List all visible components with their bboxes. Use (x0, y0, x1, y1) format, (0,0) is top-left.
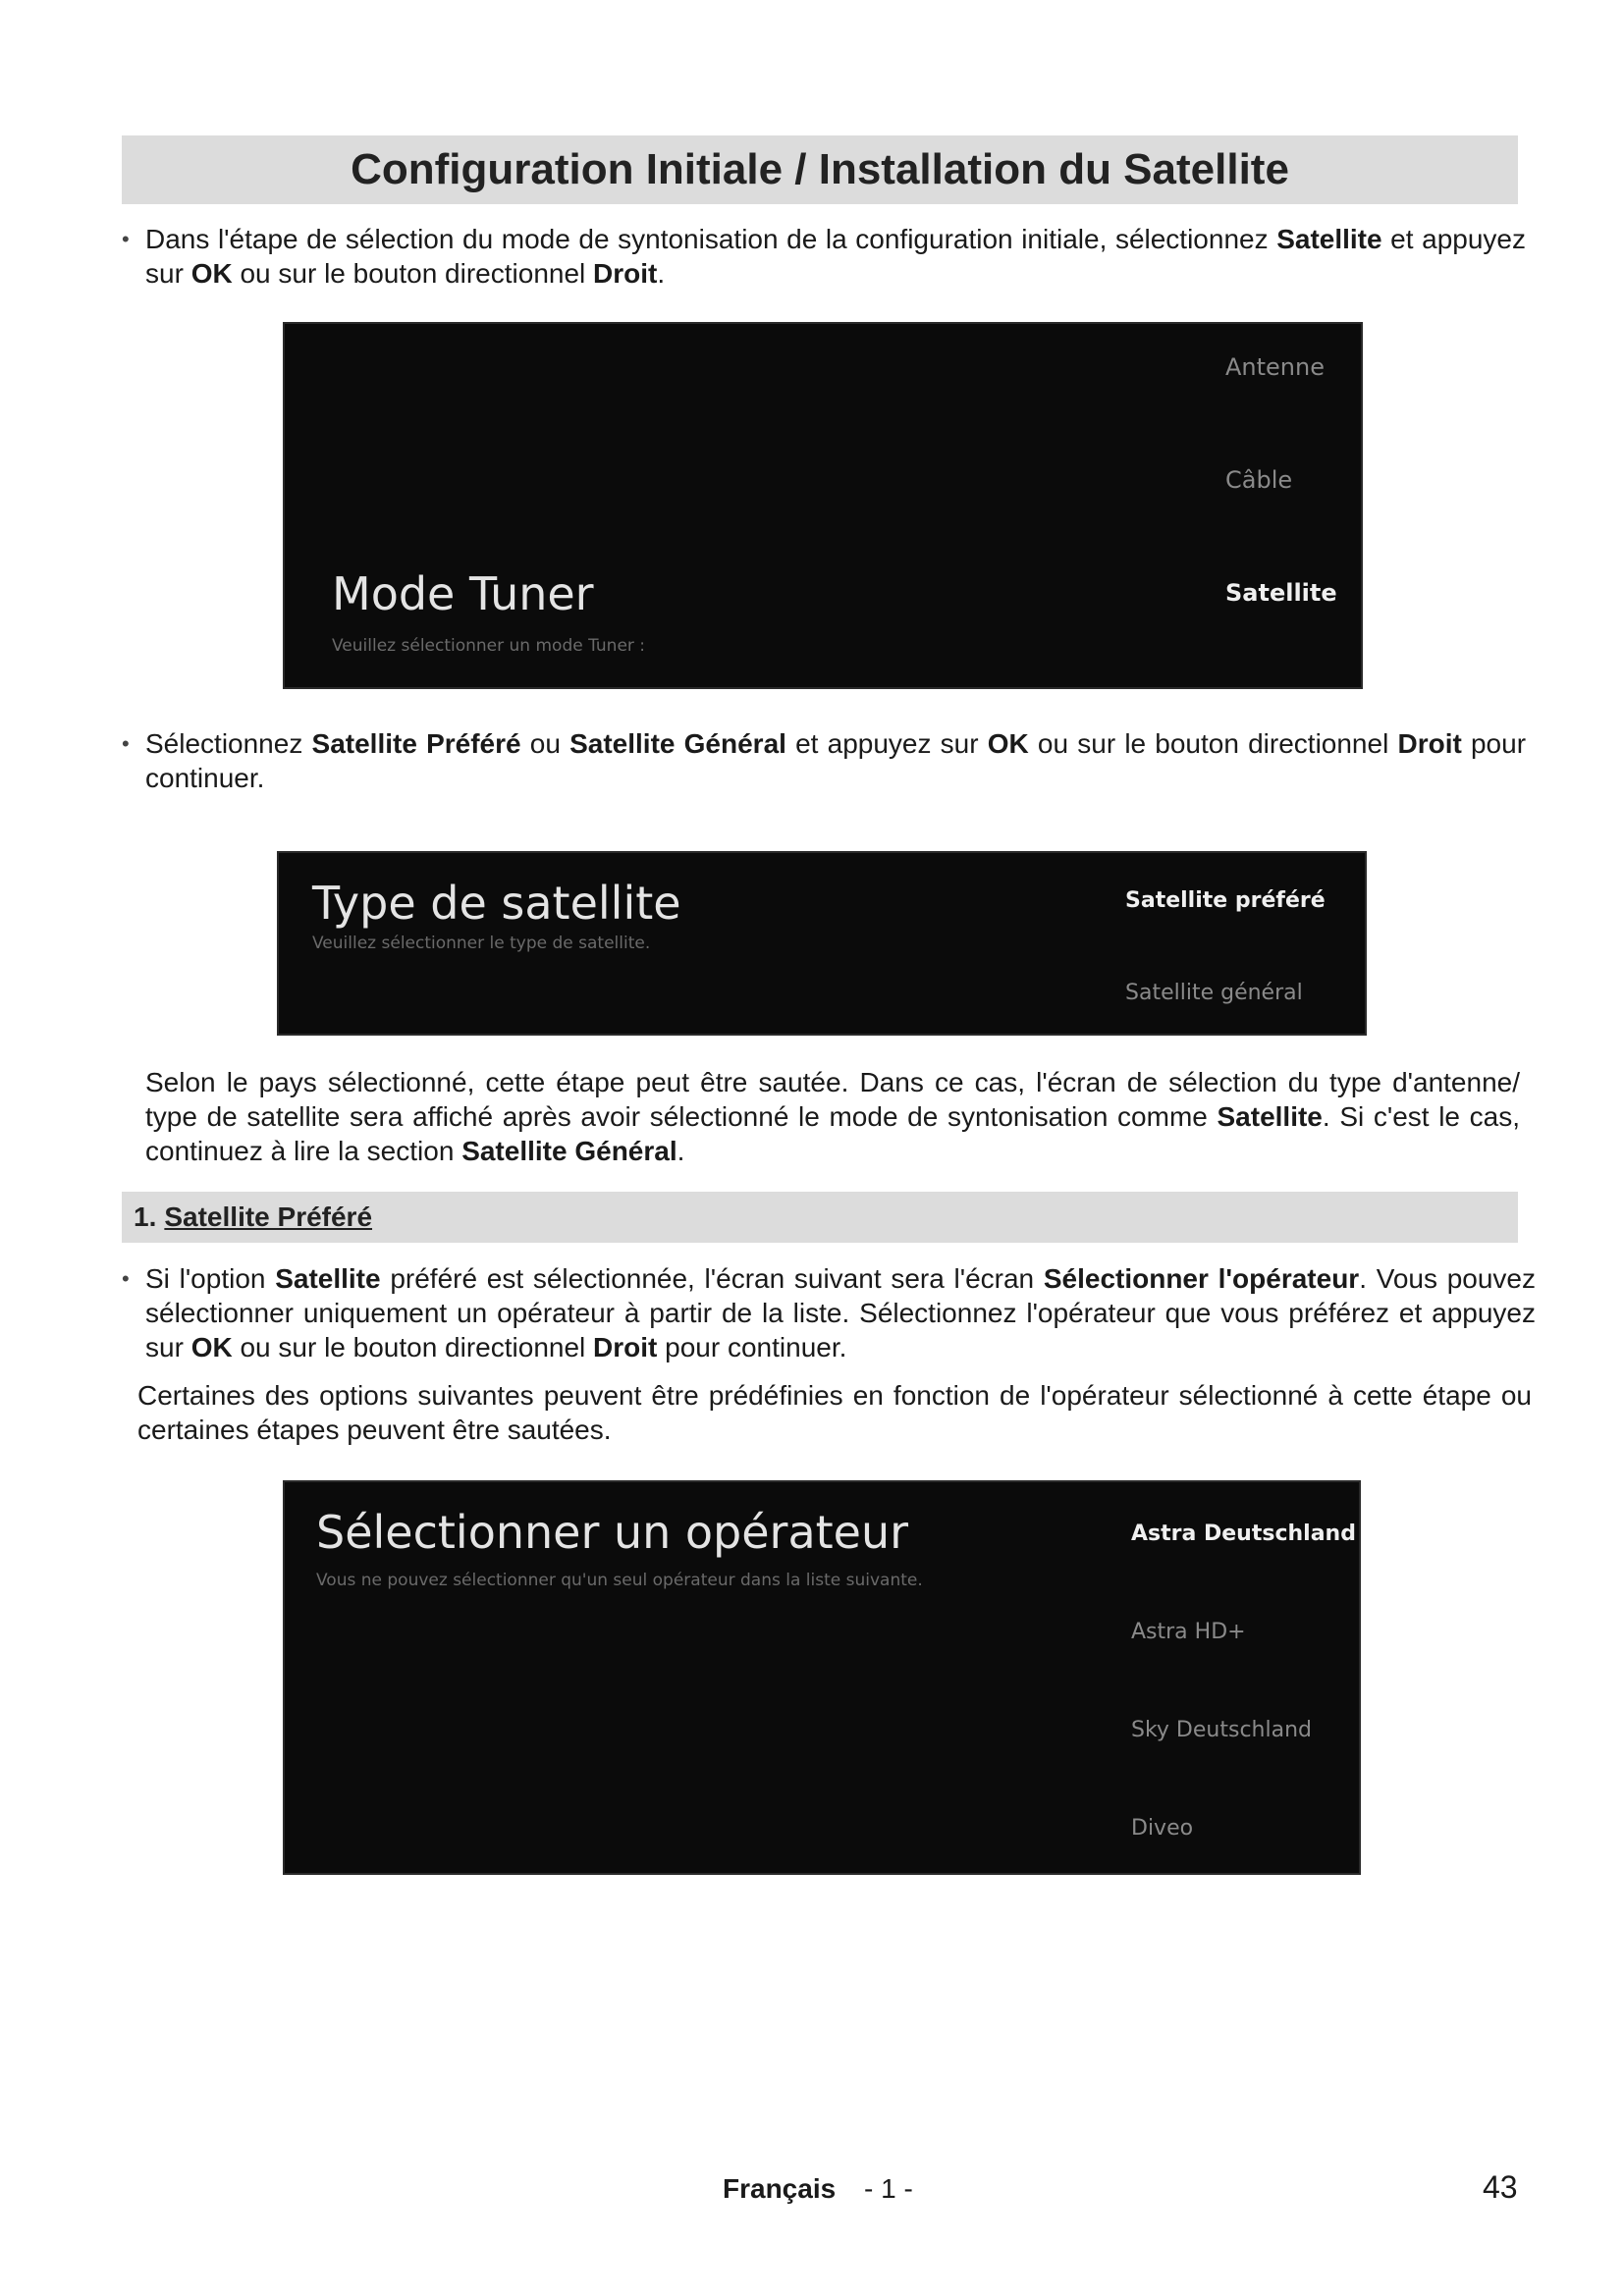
operator-option-astra-deutschland[interactable]: Astra Deutschland (1131, 1522, 1356, 1546)
section-heading-bar (122, 1192, 1518, 1243)
satellite-option-general[interactable]: Satellite général (1125, 981, 1303, 1005)
satellite-type-subtitle: Veuillez sélectionner le type de satellite. (312, 934, 651, 953)
satellite-type-screenshot (277, 851, 1367, 1036)
satellite-option-preferred[interactable]: Satellite préféré (1125, 888, 1326, 913)
paragraph-satellite-type: • Sélectionnez Satellite Préféré ou Satellite Général et appuyez sur OK ou sur le bouton directionnel Droit pour continuer. (122, 726, 1526, 795)
paragraph-operator-select: • Si l'option Satellite préféré est sélectionnée, l'écran suivant sera l'écran Sélectionner l'opérateur. Vous pouvez sélectionner uniquement un opérateur à partir de la liste. Sélectionnez l'opérateur que vous préférez et appuyez sur OK ou sur le bouton directionnel Droit pour continuer. (122, 1261, 1536, 1364)
operator-screen-heading: Sélectionner un opérateur (316, 1506, 909, 1559)
tuner-option-cable[interactable]: Câble (1225, 466, 1293, 494)
tuner-option-antenna[interactable]: Antenne (1225, 353, 1325, 381)
operator-option-sky-deutschland[interactable]: Sky Deutschland (1131, 1718, 1312, 1742)
footer-page-number: 43 (1483, 2169, 1518, 2205)
paragraph-predefined-note: Certaines des options suivantes peuvent être prédéfinies en fonction de l'opérateur sélectionné à cette étape ou certaines étapes peuvent être sautées. (137, 1380, 1532, 1445)
operator-select-screenshot (283, 1480, 1361, 1875)
operator-screen-subtitle: Vous ne pouvez sélectionner qu'un seul opérateur dans la liste suivante. (316, 1571, 923, 1590)
satellite-type-heading: Type de satellite (312, 877, 681, 930)
footer-language: Français (723, 2173, 837, 2204)
tuner-screen-subtitle: Veuillez sélectionner un mode Tuner : (332, 636, 646, 656)
operator-option-astra-hd[interactable]: Astra HD+ (1131, 1620, 1246, 1644)
tuner-screen-heading: Mode Tuner (332, 567, 594, 620)
tuner-option-satellite[interactable]: Satellite (1225, 579, 1337, 607)
page-title-bar (122, 135, 1518, 204)
section-title: Satellite Préféré (164, 1201, 373, 1232)
paragraph-tuner-step: • Dans l'étape de sélection du mode de syntonisation de la configuration initiale, sélectionnez Satellite et appuyez sur OK ou sur le bouton directionnel Droit. (122, 222, 1526, 291)
section-number: 1. (134, 1201, 157, 1232)
footer-page-marker: - 1 - (864, 2173, 913, 2204)
tuner-mode-screenshot (283, 322, 1363, 689)
page-title: Configuration Initiale / Installation du Satellite (351, 145, 1289, 193)
operator-option-diveo[interactable]: Diveo (1131, 1816, 1194, 1841)
paragraph-skip-note: Selon le pays sélectionné, cette étape peut être sautée. Dans ce cas, l'écran de sélection du type d'antenne/ type de satellite sera affiché après avoir sélectionné le mode de syntonisation comme Satellite. Si c'est le cas, continuez à lire la section Satellite Général. (145, 1067, 1521, 1166)
